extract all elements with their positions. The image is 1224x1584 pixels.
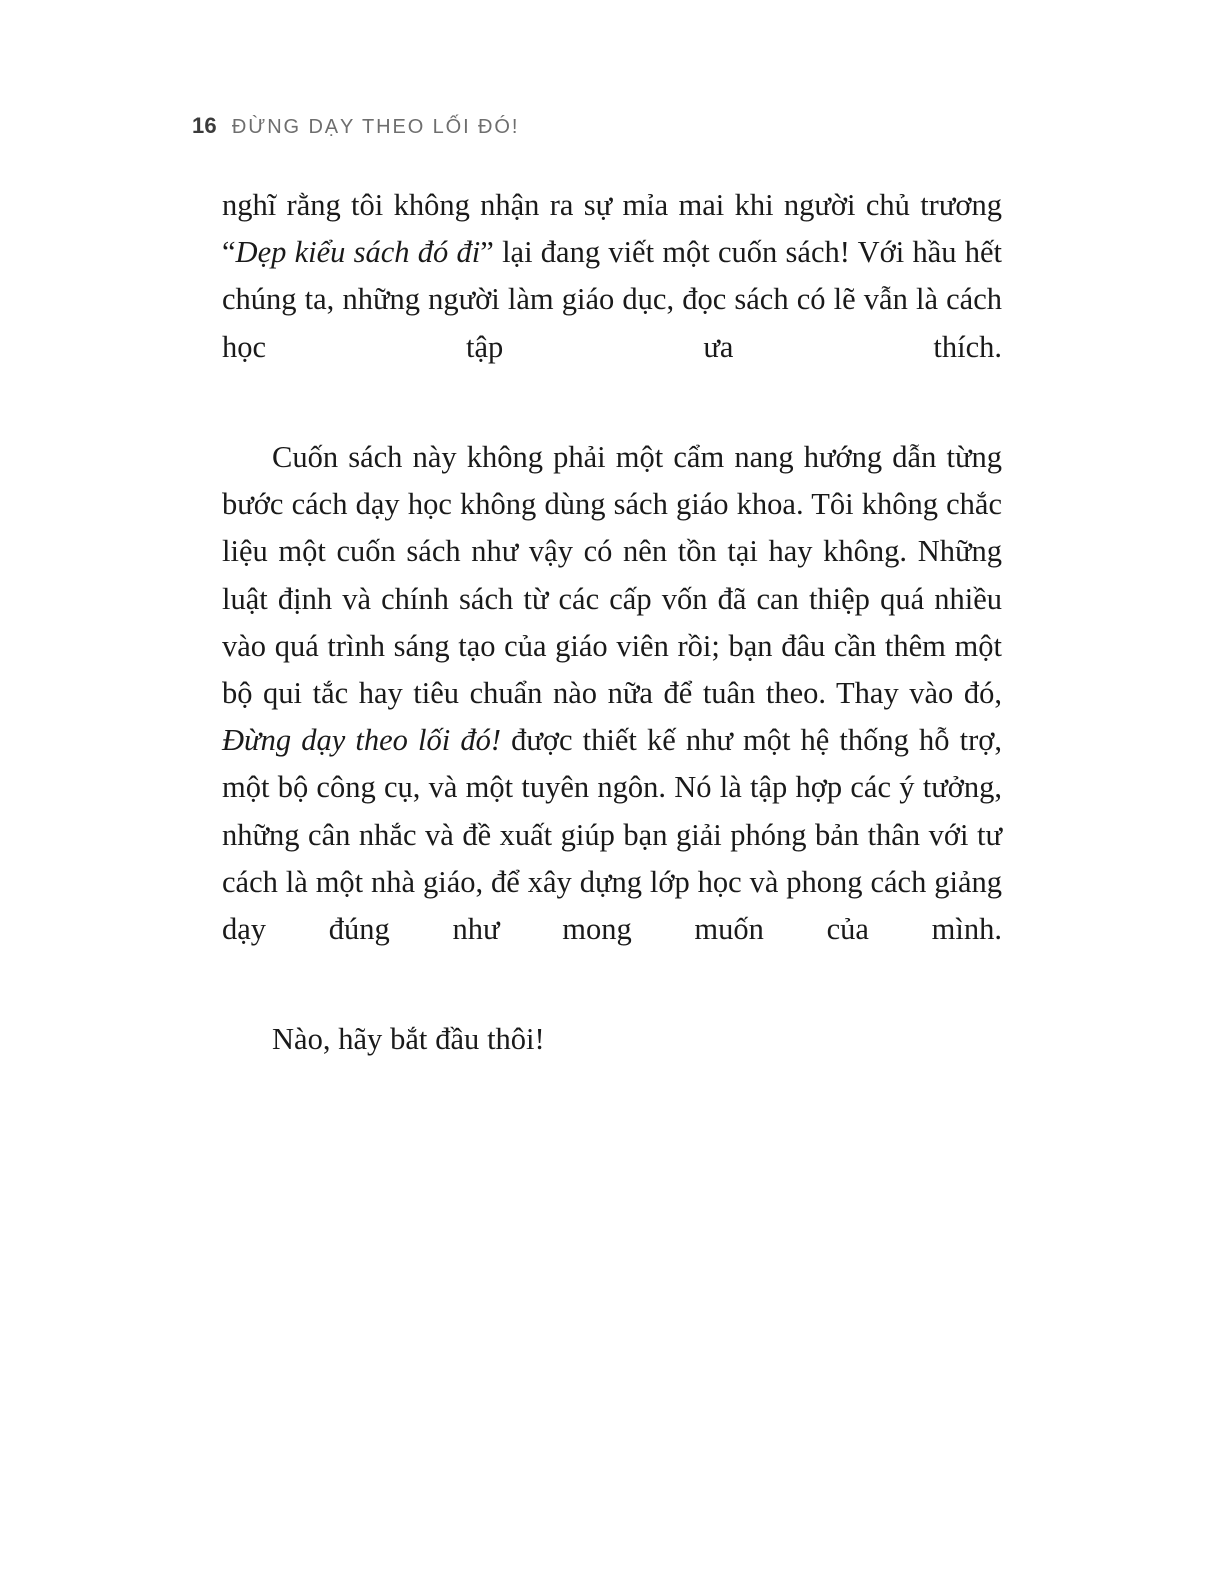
text-run: “ [222, 235, 236, 270]
italic-run: Dẹp kiểu sách đó đi [235, 235, 481, 270]
text-run: ” [480, 235, 494, 270]
text-run: nghĩ rằng tôi không nhận ra sự mỉa mai khi người chủ trương [222, 188, 1002, 222]
body-text-block [222, 182, 1002, 1064]
running-head [192, 113, 519, 139]
italic-run: Đừng dạy theo lối đó! [222, 723, 501, 758]
text-run: Nào, hãy bắt đầu thôi! [272, 1022, 545, 1057]
text-run: lại đang viết một cuốn sách! Với hầu hết chúng ta, những người làm giáo dục, đọc sách có lẽ vẫn là cách học tập ưa thích. [222, 235, 1002, 364]
running-head-title: ĐỪNG DẠY THEO LỐI ĐÓ! [231, 116, 520, 138]
paragraph [222, 1016, 1002, 1063]
paragraph [222, 182, 1002, 418]
paragraph [222, 434, 1002, 1000]
text-run: Cuốn sách này không phải một cẩm nang hướng dẫn từng bước cách dạy học không dùng sách giáo khoa. Tôi không chắc liệu một cuốn sách như vậy có nên tồn tại hay không. Những luật định và chính sách từ các cấp vốn đã can thiệp quá nhiều vào quá trình sáng tạo của giáo viên rồi; bạn đâu cần thêm một bộ qui tắc hay tiêu chuẩn nào nữa để tuân theo. Thay vào đó, [222, 440, 1002, 711]
text-run: được thiết kế như một hệ thống hỗ trợ, một bộ công cụ, và một tuyên ngôn. Nó là tập hợp các ý tưởng, những cân nhắc và đề xuất giúp bạn giải phóng bản thân với tư cách là một nhà giáo, để xây dựng lớp học và phong cách giảng dạy đúng như mong muốn của mình. [222, 723, 1002, 947]
page-number: 16 [192, 113, 217, 138]
